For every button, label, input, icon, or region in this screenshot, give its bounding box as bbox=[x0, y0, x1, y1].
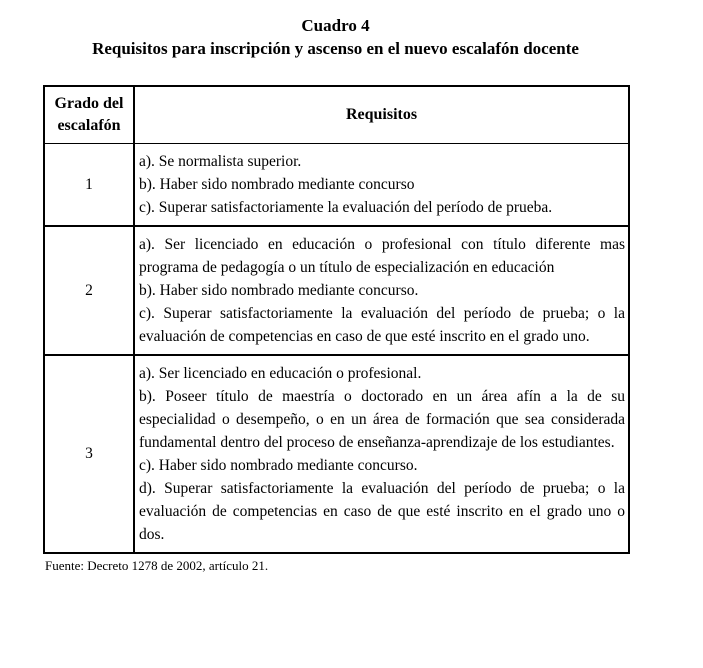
source-note: Fuente: Decreto 1278 de 2002, artículo 21. bbox=[45, 558, 269, 573]
table-row bbox=[44, 144, 629, 227]
requirements-cell bbox=[134, 355, 629, 553]
requirement-item: c). Haber sido nombrado mediante concurso. bbox=[139, 457, 418, 474]
requirements-cell bbox=[134, 226, 629, 355]
requirement-item: d). Superar satisfactoriamente la evaluación del período de prueba; o la evaluación de competencias en caso de que esté inscrito en el grado uno o dos. bbox=[139, 480, 625, 543]
requirements-table bbox=[43, 85, 630, 554]
table-caption-number: Cuadro 4 bbox=[301, 16, 370, 35]
requirement-item: b). Haber sido nombrado mediante concurso. bbox=[139, 282, 419, 299]
grade-cell: 3 bbox=[44, 355, 134, 553]
requirement-item: a). Se normalista superior. bbox=[139, 153, 302, 170]
requirement-item: c). Superar satisfactoriamente la evaluación del período de prueba; o la evaluación de competencias en caso de que esté inscrito en el grado uno. bbox=[139, 305, 625, 345]
table-row bbox=[44, 355, 629, 553]
requirement-item: c). Superar satisfactoriamente la evaluación del período de prueba. bbox=[139, 199, 553, 216]
requirement-item: a). Ser licenciado en educación o profesional. bbox=[139, 365, 422, 382]
requirement-item: b). Haber sido nombrado mediante concurso bbox=[139, 176, 415, 193]
header-row bbox=[44, 86, 629, 144]
table-caption-title: Requisitos para inscripción y ascenso en el nuevo escalafón docente bbox=[92, 39, 579, 58]
requirement-item: b). Poseer título de maestría o doctorado en un área afín a la de su especialidad o desempeño, o en un área de formación que sea considerada fundamental dentro del proceso de enseñanza-aprendizaje de los estudiantes. bbox=[139, 388, 625, 451]
table-body bbox=[44, 144, 629, 554]
requirement-item: a). Ser licenciado en educación o profesional con título diferente mas programa de pedagogía o un título de especialización en educación bbox=[139, 236, 625, 276]
grade-cell: 1 bbox=[44, 144, 134, 227]
document-page bbox=[43, 14, 628, 574]
table-row bbox=[44, 226, 629, 355]
header-requirements: Requisitos bbox=[134, 86, 629, 144]
requirements-cell bbox=[134, 144, 629, 227]
header-grade: Grado del escalafón bbox=[44, 86, 134, 144]
grade-cell: 2 bbox=[44, 226, 134, 355]
